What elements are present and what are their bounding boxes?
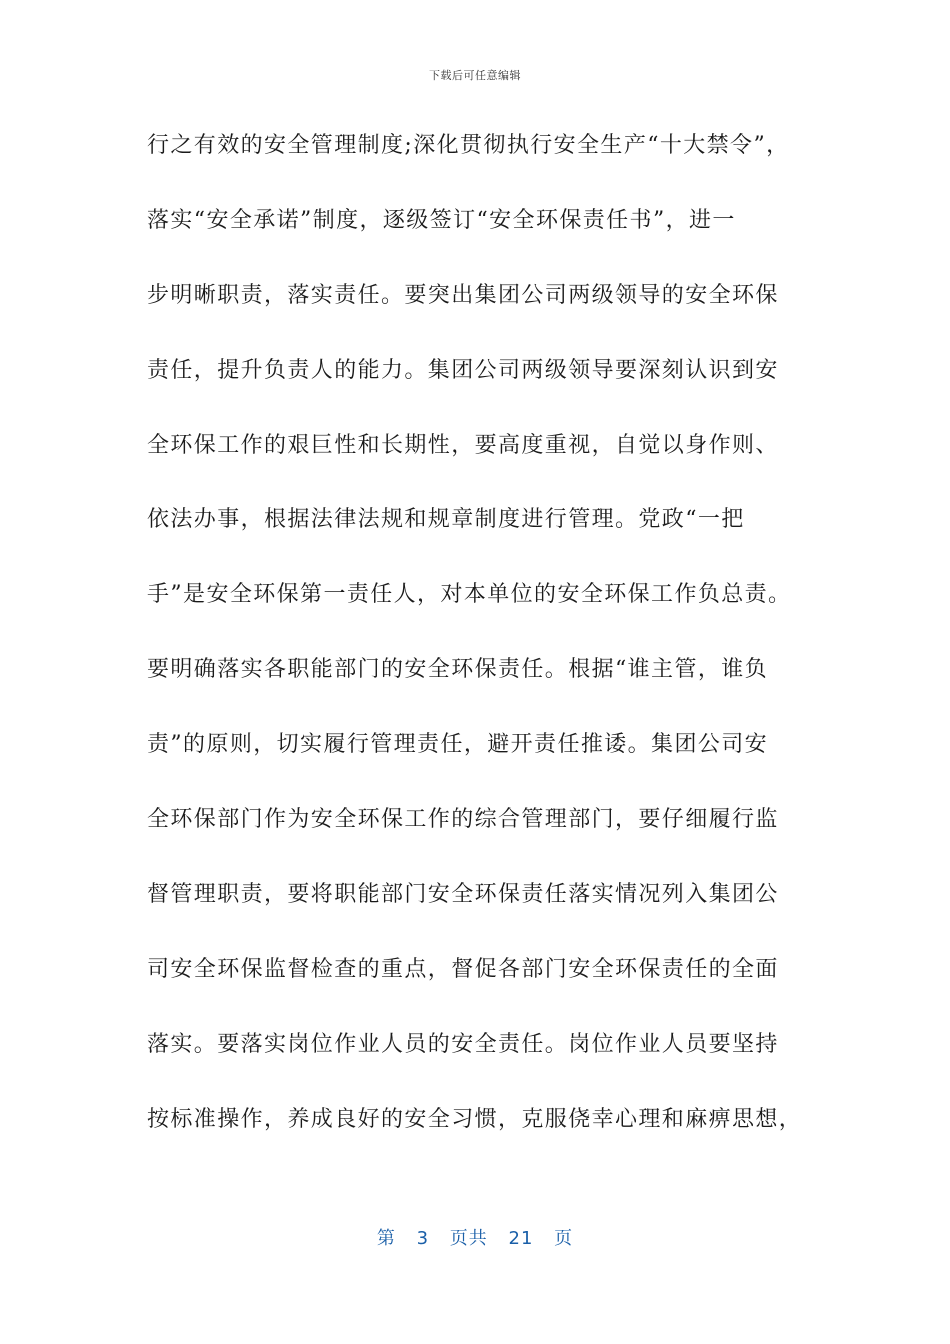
text-line: 司安全环保监督检查的重点，督促各部门安全环保责任的全面 xyxy=(147,956,779,982)
text-line: 全环保工作的艰巨性和长期性，要高度重视，自觉以身作则、 xyxy=(147,432,779,458)
total-pages-number: 21 xyxy=(508,1228,534,1249)
text-line: 落实。要落实岗位作业人员的安全责任。岗位作业人员要坚持 xyxy=(147,1031,779,1057)
text-line: 全环保部门作为安全环保工作的综合管理部门，要仔细履行监 xyxy=(147,807,779,833)
document-body xyxy=(147,126,837,1174)
text-line: 依法办事，根据法律法规和规章制度进行管理。党政“一把 xyxy=(147,507,745,533)
text-line: 步明晰职责，落实责任。要突出集团公司两级领导的安全环保 xyxy=(147,282,779,308)
page-footer xyxy=(0,1224,950,1250)
page-middle: 页共 xyxy=(449,1228,488,1249)
text-line: 责任，提升负责人的能力。集团公司两级领导要深刻认识到安 xyxy=(147,357,779,383)
current-page-number: 3 xyxy=(416,1228,430,1249)
text-line: 责”的原则，切实履行管理责任，避开责任推诿。集团公司安 xyxy=(147,732,769,758)
text-line: 按标准操作，养成良好的安全习惯，克服侥幸心理和麻痹思想， xyxy=(147,1106,803,1132)
text-line: 手”是安全环保第一责任人，对本单位的安全环保工作负总责。 xyxy=(147,582,792,608)
text-line: 督管理职责，要将职能部门安全环保责任落实情况列入集团公 xyxy=(147,881,779,907)
text-line: 落实“安全承诺”制度，逐级签订“安全环保责任书”，进一 xyxy=(147,207,736,233)
header-note: 下载后可任意编辑 xyxy=(429,69,521,82)
page-suffix: 页 xyxy=(554,1228,574,1249)
page-prefix: 第 xyxy=(376,1228,396,1249)
text-line: 要明确落实各职能部门的安全环保责任。根据“谁主管，谁负 xyxy=(147,657,769,683)
text-line: 行之有效的安全管理制度;深化贯彻执行安全生产“十大禁令”， xyxy=(147,133,790,158)
